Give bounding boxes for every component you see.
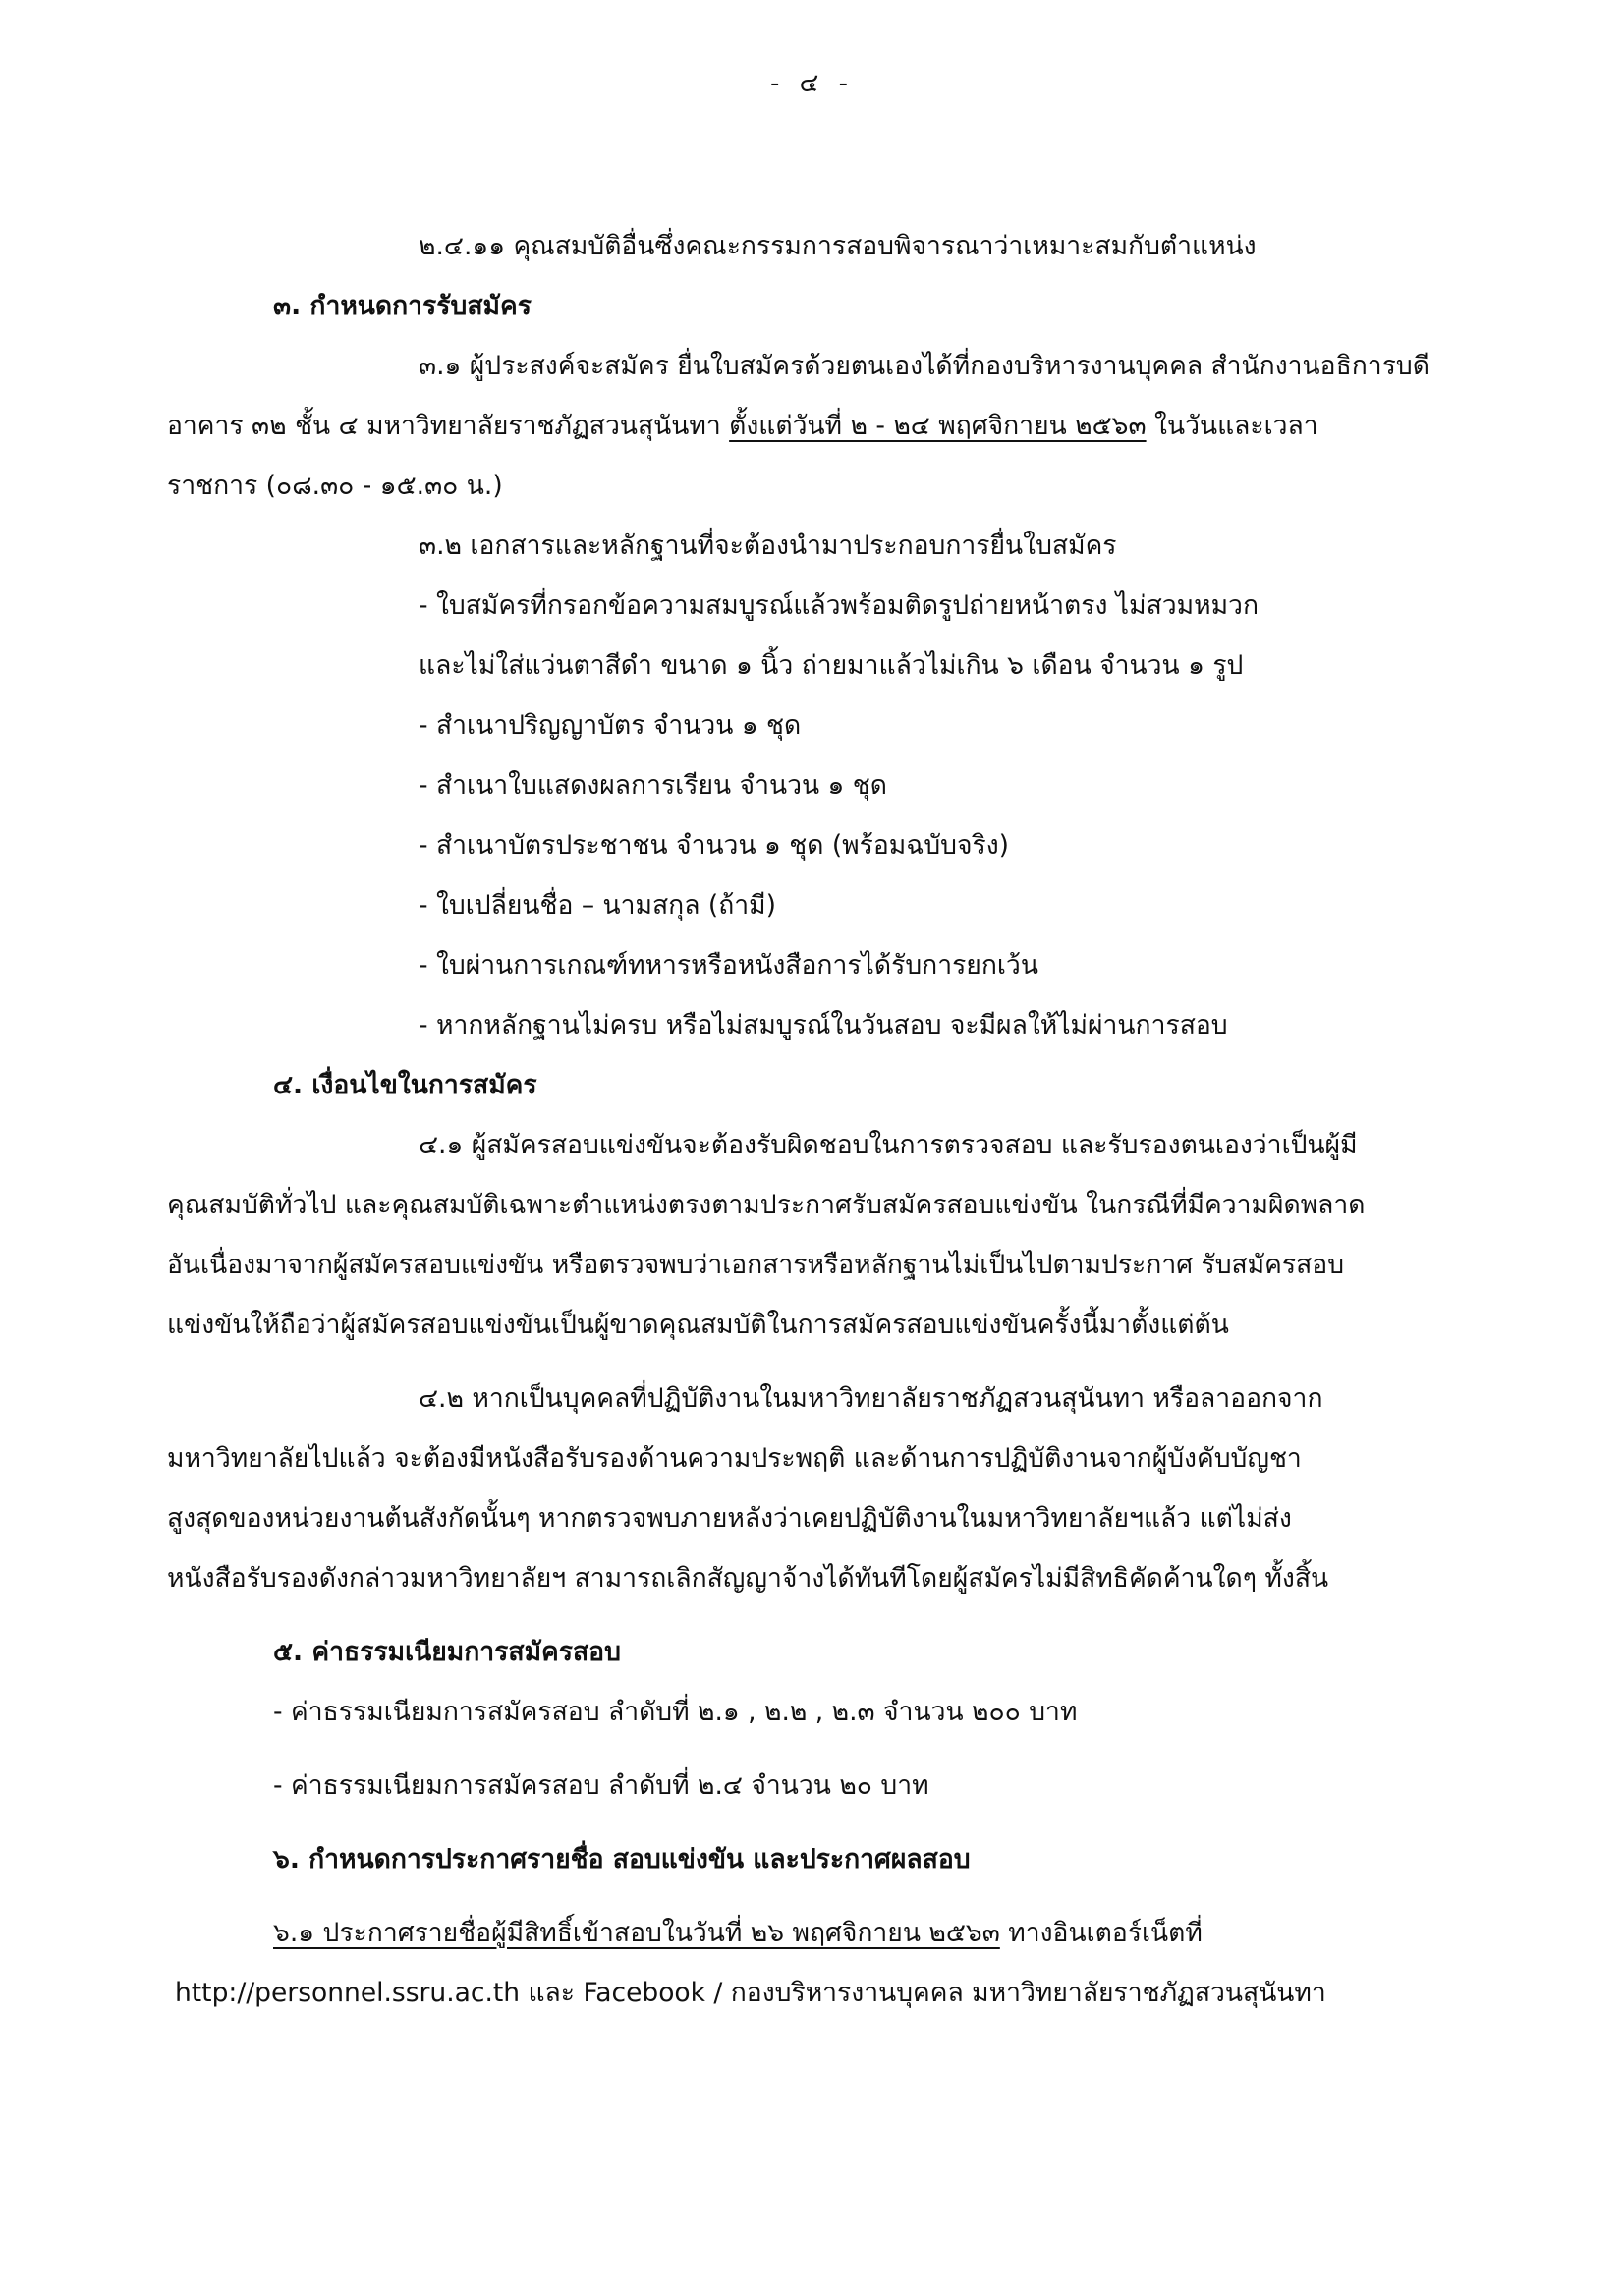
document-body xyxy=(167,216,1430,2023)
document-item: - สำเนาบัตรประชาชน จำนวน ๑ ชุด (พร้อมฉบับจริง) xyxy=(419,830,1009,861)
spacer xyxy=(273,1742,1430,1756)
spacer xyxy=(273,1608,1430,1622)
section-6-heading: ๖. กำหนดการประกาศรายชื่อ สอบแข่งขัน และประกาศผลสอบ xyxy=(273,1844,971,1875)
clause-3-1-text-end: ในวันและเวลา xyxy=(1146,411,1318,441)
document-item: - สำเนาปริญญาบัตร จำนวน ๑ ชุด xyxy=(419,710,802,741)
document-item: - ใบสมัครที่กรอกข้อความสมบูรณ์แล้วพร้อมติดรูปถ่ายหน้าตรง ไม่สวมหมวก xyxy=(419,590,1259,621)
clause-3-1-line2 xyxy=(167,396,1430,456)
fee-item: - ค่าธรรมเนียมการสมัครสอบ ลำดับที่ ๒.๔ จำนวน ๒๐ บาท xyxy=(273,1770,929,1801)
document-item: - ใบเปลี่ยนชื่อ – นามสกุล (ถ้ามี) xyxy=(419,890,776,921)
paragraph-line: สูงสุดของหน่วยงานต้นสังกัดนั้นๆ หากตรวจพบภายหลังว่าเคยปฏิบัติงานในมหาวิทยาลัยฯแล้ว แต่ไม่ส่ง xyxy=(167,1503,1292,1534)
spacer xyxy=(273,1355,1430,1369)
clause-3-1-text: อาคาร ๓๒ ชั้น ๔ มหาวิทยาลัยราชภัฏสวนสุนันทา xyxy=(167,411,730,441)
document-item: - สำเนาใบแสดงผลการเรียน จำนวน ๑ ชุด xyxy=(419,770,887,801)
clause-4-1 xyxy=(167,1115,1430,1355)
paragraph-line: แข่งขันให้ถือว่าผู้สมัครสอบแข่งขันเป็นผู้ขาดคุณสมบัติในการสมัครสอบแข่งขันครั้งนี้มาตั้งแต่ต้น xyxy=(167,1310,1229,1340)
document-item: - ใบผ่านการเกณฑ์ทหารหรือหนังสือการได้รับการยกเว้น xyxy=(419,950,1038,980)
clause-3-1-line3: ราชการ (๐๘.๓๐ - ๑๕.๓๐ น.) xyxy=(167,471,503,501)
section-3-heading: ๓. กำหนดการรับสมัคร xyxy=(273,291,532,321)
clause-3-2: ๓.๒ เอกสารและหลักฐานที่จะต้องนำมาประกอบการยื่นใบสมัคร xyxy=(419,531,1117,561)
spacer xyxy=(273,1816,1430,1829)
page-number: - ๔ - xyxy=(770,69,854,98)
spacer xyxy=(273,1889,1430,1903)
announcement-date: ๖.๑ ประกาศรายชื่อผู้มีสิทธิ์เข้าสอบในวันที่ ๒๖ พฤศจิกายน ๒๕๖๓ xyxy=(273,1918,1000,1948)
section-4-heading: ๔. เงื่อนไขในการสมัคร xyxy=(273,1070,537,1100)
section-5-heading: ๕. ค่าธรรมเนียมการสมัครสอบ xyxy=(273,1637,621,1667)
clause-2-4-11: ๒.๔.๑๑ คุณสมบัติอื่นซึ่งคณะกรรมการสอบพิจารณาว่าเหมาะสมกับตำแหน่ง xyxy=(419,231,1257,261)
paragraph-line: ๔.๒ หากเป็นบุคคลที่ปฏิบัติงานในมหาวิทยาลัยราชภัฏสวนสุนันทา หรือลาออกจาก xyxy=(419,1383,1323,1414)
clause-3-1-line1: ๓.๑ ผู้ประสงค์จะสมัคร ยื่นใบสมัครด้วยตนเองได้ที่กองบริหารงานบุคคล สำนักงานอธิการบดี xyxy=(419,351,1429,381)
paragraph-line: มหาวิทยาลัยไปแล้ว จะต้องมีหนังสือรับรองด้านความประพฤติ และด้านการปฏิบัติงานจากผู้บังคับบัญชา xyxy=(167,1443,1302,1474)
paragraph-line: คุณสมบัติทั่วไป และคุณสมบัติเฉพาะตำแหน่งตรงตามประกาศรับสมัครสอบแข่งขัน ในกรณีที่มีความผิดพลาด xyxy=(167,1190,1366,1220)
clause-4-2 xyxy=(167,1369,1430,1608)
clause-6-1-text: ทางอินเตอร์เน็ตที่ xyxy=(999,1918,1203,1948)
paragraph-line: ๔.๑ ผู้สมัครสอบแข่งขันจะต้องรับผิดชอบในการตรวจสอบ และรับรองตนเองว่าเป็นผู้มี xyxy=(419,1130,1358,1160)
paragraph-line: อันเนื่องมาจากผู้สมัครสอบแข่งขัน หรือตรวจพบว่าเอกสารหรือหลักฐานไม่เป็นไปตามประกาศ รับสมัครสอบ xyxy=(167,1250,1345,1280)
document-item: และไม่ใส่แว่นตาสีดำ ขนาด ๑ นิ้ว ถ่ายมาแล้วไม่เกิน ๖ เดือน จำนวน ๑ รูป xyxy=(419,650,1244,681)
clause-6-1-line2: http://personnel.ssru.ac.th และ Facebook / กองบริหารงานบุคคล มหาวิทยาลัยราชภัฏสวนสุนันทา xyxy=(175,1978,1326,2008)
paragraph-line: หนังสือรับรองดังกล่าวมหาวิทยาลัยฯ สามารถเลิกสัญญาจ้างได้ทันทีโดยผู้สมัครไม่มีสิทธิคัดค้านใดๆ ทั้งสิ้น xyxy=(167,1563,1329,1594)
document-item: - หากหลักฐานไม่ครบ หรือไม่สมบูรณ์ในวันสอบ จะมีผลให้ไม่ผ่านการสอบ xyxy=(419,1010,1228,1040)
application-period: ตั้งแต่วันที่ ๒ - ๒๔ พฤศจิกายน ๒๕๖๓ xyxy=(729,411,1147,441)
clause-6-1-line1 xyxy=(273,1903,1430,1963)
fee-item: - ค่าธรรมเนียมการสมัครสอบ ลำดับที่ ๒.๑ , ๒.๒ , ๒.๓ จำนวน ๒๐๐ บาท xyxy=(273,1697,1078,1727)
